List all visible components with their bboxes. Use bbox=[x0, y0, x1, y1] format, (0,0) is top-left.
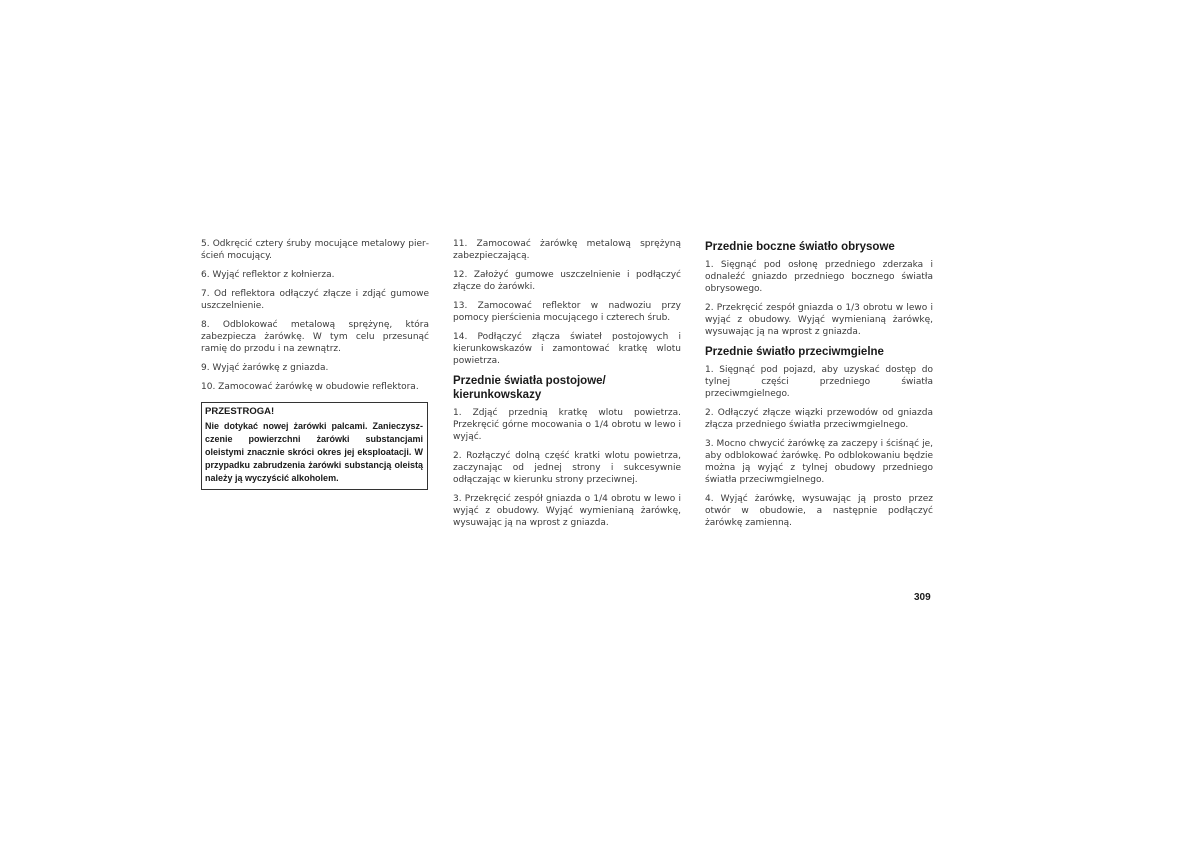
section-heading-parking-lights: Przednie światła postojowe/ kierunkowskazy bbox=[453, 375, 606, 401]
side-marker-step-1: 1. Sięgnąć pod osłonę przedniego zderzaka i odnaleźć gniazdo przedniego bocznego światła obrysowego. bbox=[705, 260, 933, 294]
fog-step-3: 3. Mocno chwycić żarówkę za zaczepy i ściśnąć je, aby odblokować żarówkę. Po odblokowaniu będzie można ją wyjąć z tylnej obudowy przedniego światła przeciwmgielnego. bbox=[705, 439, 933, 485]
step-12: 12. Założyć gumowe uszczelnienie i podłączyć złącze do żarówki. bbox=[453, 270, 681, 292]
step-14: 14. Podłączyć złącza świateł postojowych i kierunkowskazów i zamontować kratkę wlotu powietrza. bbox=[453, 332, 681, 366]
warning-text: Nie dotykać nowej żarówki palcami. Zanieczyszczenie powierzchni żarówki substancjami oleistymi znacznie skróci okres jej eksploatacji. W przypadku zabrudzenia żarówki substancją oleistą należy ją wyczyścić alkoholem. bbox=[205, 421, 423, 483]
column-right bbox=[705, 240, 933, 536]
parking-step-1: 1. Zdjąć przednią kratkę wlotu powietrza. Przekręcić górne mocowania o 1/4 obrotu w lewo i wyjąć. bbox=[453, 408, 681, 442]
fog-step-4: 4. Wyjąć żarówkę, wysuwając ją prosto przez otwór w obudowie, a następnie podłączyć żarówkę zamienną. bbox=[705, 494, 933, 528]
section-heading-side-marker: Przednie boczne światło obrysowe bbox=[705, 241, 895, 253]
column-left bbox=[201, 238, 429, 490]
step-5: 5. Odkręcić cztery śruby mocujące metalowy pierścień mocujący. bbox=[201, 239, 429, 261]
side-marker-step-2: 2. Przekręcić zespół gniazda o 1/3 obrotu w lewo i wyjąć z obudowy. Wyjąć wymienianą żarówkę, wysuwając ją na wprost z gniazda. bbox=[705, 303, 933, 337]
column-middle bbox=[453, 238, 681, 536]
section-heading-fog-light: Przednie światło przeciwmgielne bbox=[705, 346, 884, 358]
step-7: 7. Od reflektora odłączyć złącze i zdjąć gumowe uszczelnienie. bbox=[201, 289, 429, 311]
warning-box bbox=[201, 402, 428, 490]
step-6: 6. Wyjąć reflektor z kołnierza. bbox=[201, 270, 335, 280]
page-number: 309 bbox=[914, 592, 931, 603]
fog-step-1: 1. Sięgnąć pod pojazd, aby uzyskać dostęp do tylnej części przedniego światła przeciwmgielnego. bbox=[705, 365, 933, 399]
step-13: 13. Zamocować reflektor w nadwoziu przy pomocy pierścienia mocującego i czterech śrub. bbox=[453, 301, 681, 323]
step-10: 10. Zamocować żarówkę w obudowie reflektora. bbox=[201, 382, 419, 392]
step-8: 8. Odblokować metalową sprężynę, która zabezpiecza żarówkę. W tym celu przesunąć ramię do przodu i na zewnątrz. bbox=[201, 320, 429, 354]
parking-step-3: 3. Przekręcić zespół gniazda o 1/4 obrotu w lewo i wyjąć z obudowy. Wyjąć wymienianą żarówkę, wysuwając ją na wprost z gniazda. bbox=[453, 494, 681, 528]
warning-title: PRZESTROGA! bbox=[205, 406, 275, 417]
step-9: 9. Wyjąć żarówkę z gniazda. bbox=[201, 363, 329, 373]
step-11: 11. Zamocować żarówkę metalową sprężyną zabezpieczającą. bbox=[453, 239, 681, 261]
parking-step-2: 2. Rozłączyć dolną część kratki wlotu powietrza, zaczynając od jednej strony i sukcesywnie odłączając w kierunku strony przeciwnej. bbox=[453, 451, 681, 485]
fog-step-2: 2. Odłączyć złącze wiązki przewodów od gniazda złącza przedniego światła przeciwmgielnego. bbox=[705, 408, 933, 430]
